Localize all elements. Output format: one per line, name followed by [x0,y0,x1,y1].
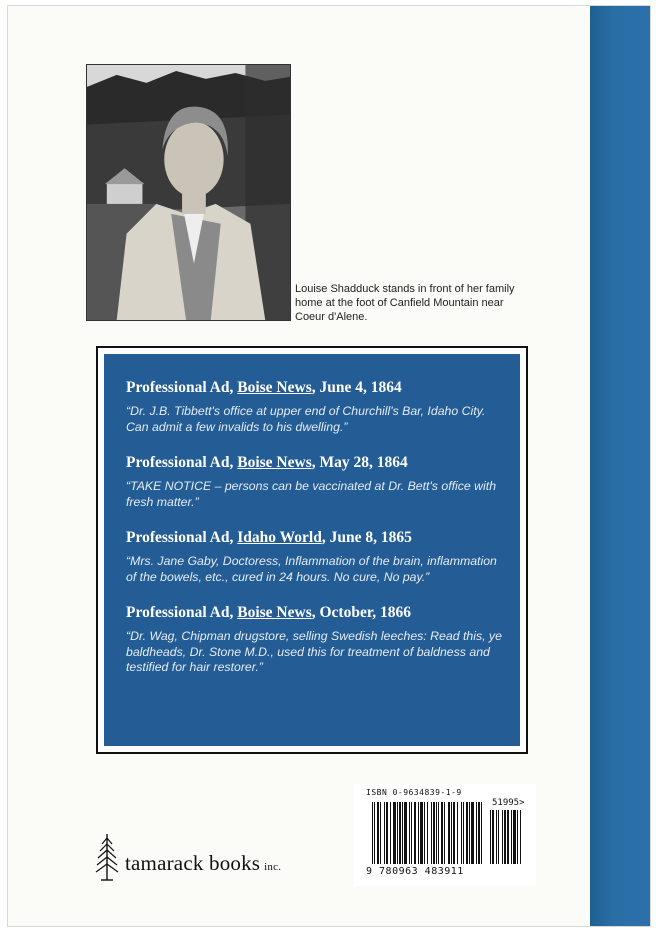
ad-entry [126,378,502,435]
ads-frame [96,346,528,754]
ad-publication: Boise News [237,604,312,621]
ad-entry [126,528,502,585]
photo-caption: Louise Shadduck stands in front of her family home at the foot of Canfield Mountain near Coeur d'Alene. [295,283,515,323]
publisher-logo [93,832,281,882]
ad-heading [126,528,502,548]
addon-barcode [490,810,526,864]
tamarack-tree-icon [93,832,121,882]
ad-publication: Idaho World [237,529,322,546]
ad-prefix: Professional Ad, [126,379,238,396]
ad-prefix: Professional Ad, [126,604,238,621]
ads-panel [104,354,520,746]
author-photo [86,64,291,321]
publisher-suffix: inc. [264,861,282,873]
ad-date: , June 4, 1864 [311,379,402,396]
ad-quote: “Dr. Wag, Chipman drugstore, selling Swedish leeches: Read this, ye baldheads, Dr. Stone M.D., used this for treatment of baldness and testified for hair restorer.” [126,629,502,674]
ad-quote: “Mrs. Jane Gaby, Doctoress, Inflammation of the brain, inflammation of the bowels, etc., cured in 24 hours. No cure, No pay.” [126,554,497,584]
ad-quote: “TAKE NOTICE – persons can be vaccinated at Dr. Bett's office with fresh matter.” [126,479,497,509]
ad-publication: Boise News [237,454,312,471]
publisher-name [125,851,281,876]
isbn-label: ISBN 0-9634839-1-9 [366,788,462,797]
spine-edge [590,6,650,926]
ad-date: , June 8, 1865 [321,529,412,546]
ean-barcode [372,802,490,864]
ad-prefix: Professional Ad, [126,529,238,546]
ean-digits: 9 780963 483911 [366,866,464,877]
ad-heading [126,378,502,398]
ad-prefix: Professional Ad, [126,454,238,471]
ad-entry [126,453,502,510]
ad-heading [126,453,502,473]
ad-date: , May 28, 1864 [311,454,408,471]
book-back-cover [8,6,650,926]
isbn-barcode [354,784,536,886]
ad-entry [126,603,502,676]
ad-heading [126,603,502,623]
ad-quote: “Dr. J.B. Tibbett's office at upper end of Churchill's Bar, Idaho City. Can admit a few invalids to his dwelling.” [126,404,486,434]
ad-publication: Boise News [237,379,312,396]
ad-date: , October, 1866 [311,604,412,621]
publisher-name-text: tamarack books [125,851,261,875]
price-code: 51995> [492,798,525,808]
